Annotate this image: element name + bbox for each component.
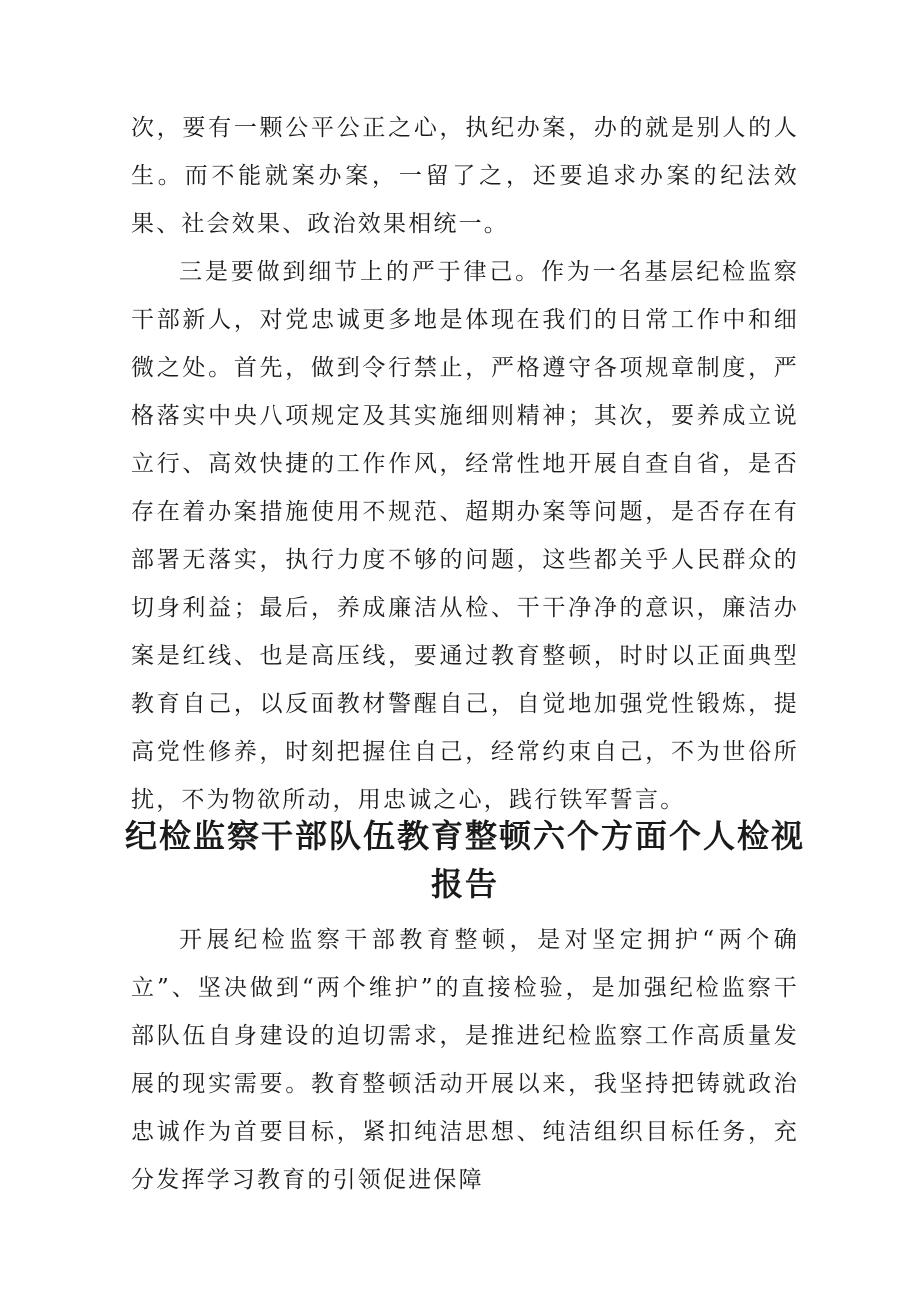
- paragraph-third-point: 三是要做到细节上的严于律己。作为一名基层纪检监察干部新人，对党忠诚更多地是体现在我们的日常工作中和细微之处。首先，做到令行禁止，严格遵守各项规章制度，严格落实中央八项规定及其实施细则精神；其次，要养成立说立行、高效快捷的工作作风，经常性地开展自查自省，是否存在着办案措施使用不规范、超期办案等问题，是否存在有部署无落实，执行力度不够的问题，这些都关乎人民群众的切身利益；最后，养成廉洁从检、干干净净的意识，廉洁办案是红线、也是高压线，要通过教育整顿，时时以正面典型教育自己，以反面教材警醒自己，自觉地加强党性锻炼，提高党性修养，时刻把握住自己，经常约束自己，不为世俗所扰，不为物欲所动，用忠诚之心，践行铁军誓言。: [131, 259, 799, 813]
- report-title: 纪检监察干部队伍教育整顿六个方面个人检视报告: [124, 817, 805, 903]
- paragraph-continued: 次，要有一颗公平公正之心，执纪办案，办的就是别人的人生。而不能就案办案，一留了之，还要追求办案的纪法效果、社会效果、政治效果相统一。: [131, 115, 799, 237]
- paragraph-intro: 开展纪检监察干部教育整顿，是对坚定拥护“两个确立”、坚决做到“两个维护”的直接检验，是加强纪检监察干部队伍自身建设的迫切需求，是推进纪检监察工作高质量发展的现实需要。教育整顿活动开展以来，我坚持把铸就政治忠诚作为首要目标，紧扣纯洁思想、纯洁组织目标任务，充分发挥学习教育的引领促进保障: [131, 927, 799, 1193]
